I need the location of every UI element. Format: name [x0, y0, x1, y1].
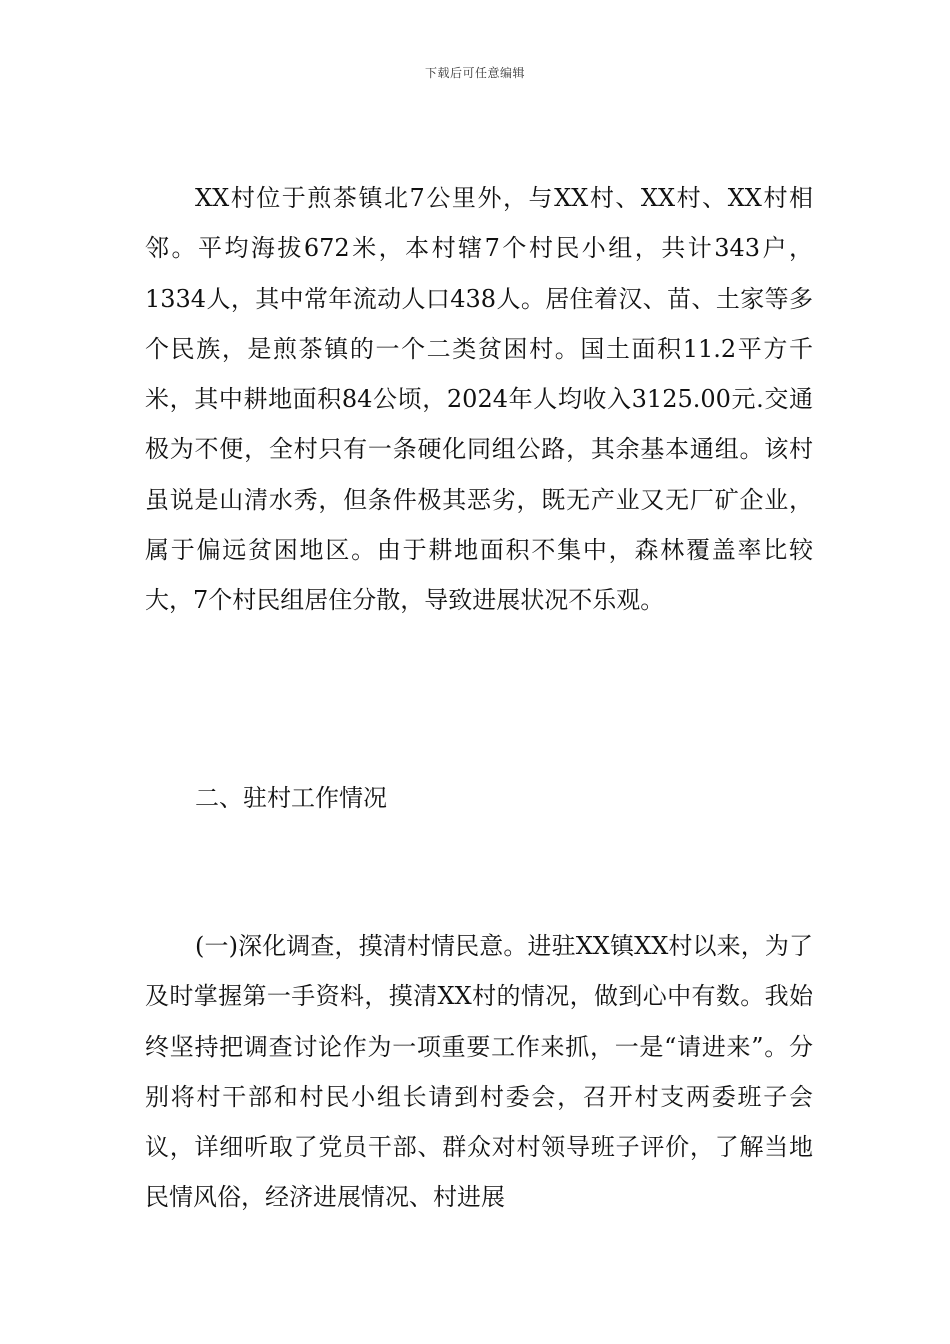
paragraph-investigation: (一)深化调查，摸清村情民意。进驻XX镇XX村以来，为了及时掌握第一手资料，摸清XX村的情况，做到心中有数。我始终坚持把调查讨论作为一项重要工作来抓，一是“请进来”。分别将村干部和村民小组长请到村委会，召开村支两委班子会议，详细听取了党员干部、群众对村领导班子评价，了解当地民情风俗，经济进展情况、村进展 [145, 932, 813, 1212]
section-heading: 二、驻村工作情况 [195, 784, 387, 812]
page-header: 下载后可任意编辑 [424, 66, 525, 80]
paragraph-village-overview: XX村位于煎茶镇北7公里外，与XX村、XX村、XX村相邻。平均海拔672米，本村辖7个村民小组，共计343户，1334人，其中常年流动人口438人。居住着汉、苗、土家等多个民族，是煎茶镇的一个二类贫困村。国土面积11.2平方千米，其中耕地面积84公顷，2024年人均收入3125.00元.交通极为不便，全村只有一条硬化同组公路，其余基本通组。该村虽说是山清水秀，但条件极其恶劣，既无产业又无厂矿企业，属于偏远贫困地区。由于耕地面积不集中，森林覆盖率比较大，7个村民组居住分散，导致进展状况不乐观。 [145, 184, 813, 615]
